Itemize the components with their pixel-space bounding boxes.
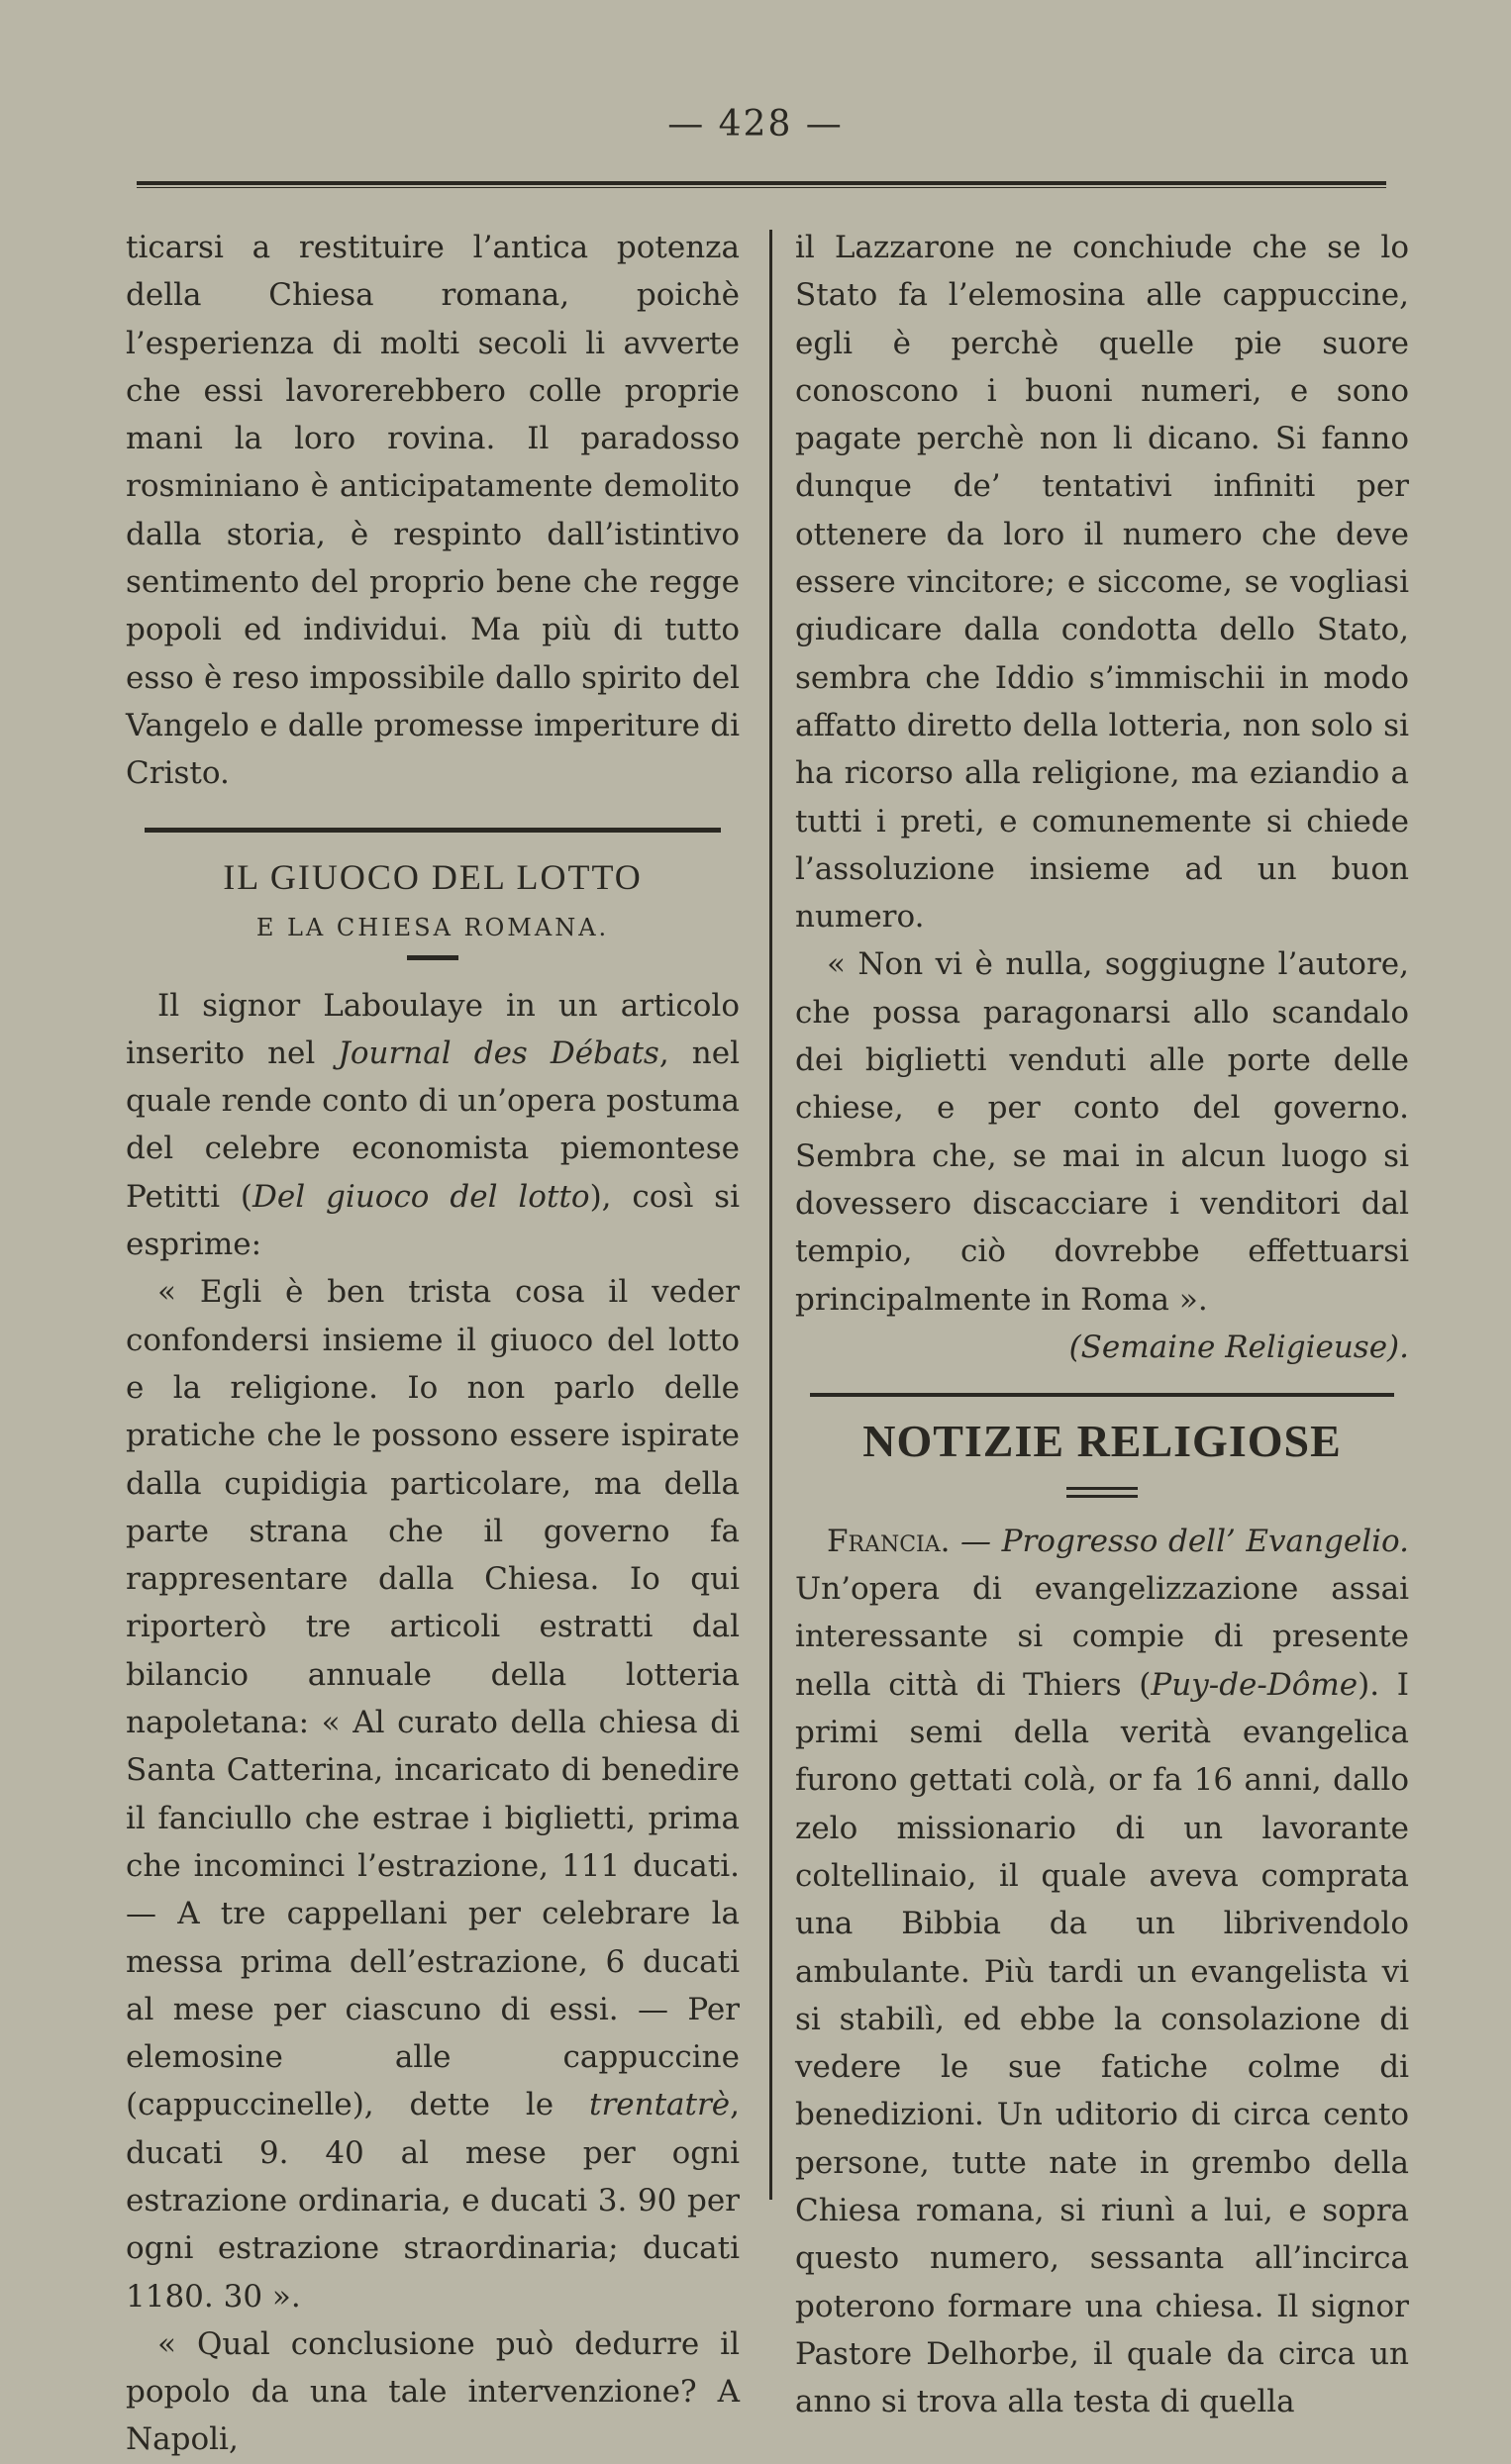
double-rule <box>1066 1487 1138 1498</box>
header-rule <box>137 181 1386 188</box>
news-title: — Progresso dell’ Evangelio. <box>950 1523 1409 1559</box>
column-divider <box>769 230 772 2200</box>
right-column <box>795 224 1409 2425</box>
journal-title: Journal des Débats <box>338 1035 659 1071</box>
section-rule <box>145 828 721 833</box>
paragraph: Francia. — Progresso dell’ Evangelio. Un’opera di evangelizzazione assai interessante si compie di presente nella città di Thiers (Puy-de-Dôme). I primi semi della verità evangelica furono gettati colà, or fa 16 anni, dallo zelo missionario di un lavorante coltellinaio, il quale aveva comprata una Bibbia da un librivendolo ambulante. Più tardi un evangelista vi si stabilì, ed ebbe la consolazione di vedere le sue fatiche colme di benedizioni. Un uditorio di circa cento persone, tutte nate in grembo della Chiesa romana, si riunì a lui, e sopra questo numero, sessanta all’incirca poterono formare una chiesa. Il signor Pastore Delhorbe, il quale da circa un anno si trova alla testa di quella <box>795 1523 1409 2420</box>
short-rule <box>407 955 458 960</box>
article-subtitle: E LA CHIESA ROMANA. <box>255 913 610 941</box>
section-heading: NOTIZIE RELIGIOSE <box>862 1415 1342 1466</box>
page-number: — 428 — <box>667 104 844 145</box>
paragraph: Il signor Laboulaye in un articolo inserito nel Journal des Débats, nel quale rende conto di un’opera postuma del celebre economista piemontese Petitti (Del giuoco del lotto), così si esprime: <box>126 987 741 1263</box>
country-label: Francia. <box>827 1523 951 1559</box>
section-rule <box>810 1393 1394 1397</box>
paragraph: « Qual conclusione può dedurre il popolo da una tale intervenzione? A Napoli, <box>126 2325 740 2458</box>
work-title: Del giuoco del lotto <box>252 1178 590 1215</box>
source-citation: (Semaine Religieuse). <box>1068 1329 1409 1365</box>
paragraph: ticarsi a restituire l’antica potenza della Chiesa romana, poichè l’esperienza di molti secoli li avverte che essi lavorerebbero colle proprie mani la loro rovina. Il paradosso rosminiano è anticipatamente demolito dalla storia, è respinto dall’istintivo sentimento del proprio bene che regge popoli ed individui. Ma più di tutto esso è reso impossibile dallo spirito del Vangelo e dalle promesse imperiture di Cristo. <box>126 230 740 792</box>
paragraph: il Lazzarone ne conchiude che se lo Stato fa l’elemosina alle cappuccine, egli è perchè quelle pie suore conoscono i buoni numeri, e sono pagate perchè non li dicano. Si fanno dunque de’ tentativi infiniti per ottenere da loro il numero che deve essere vincitore; e siccome, se vogliasi giudicare dalla condotta dello Stato, sembra che Iddio s’immischii in modo affatto diretto della lotteria, non solo si ha ricorso alla religione, ma eziandio a tutti i preti, e comunemente si chiede l’assoluzione insieme ad un buon numero. <box>795 230 1409 936</box>
article-title: IL GIUOCO DEL LOTTO <box>223 856 643 897</box>
paragraph: « Egli è ben trista cosa il veder confondersi insieme il giuoco del lotto e la religione. Io non parlo delle pratiche che le possono essere ispirate dalla cupidigia particolare, ma della parte strana che il governo fa rappresentare dalla Chiesa. Io qui riporterò tre articoli estratti dal bilancio annuale della lotteria napoletana: « Al curato della chiesa di Santa Catterina, incaricato di benedire il fanciullo che estrae i biglietti, prima che incominci l’estrazione, 111 ducati. — A tre cappellani per celebrare la messa prima dell’estrazione, 6 ducati al mese per ciascuno di essi. — Per elemosine alle cappuccine (cappuccinelle), dette le trentatrè, ducati 9. 40 al mese per ogni estrazione ordinaria, e ducati 3. 90 per ogni estrazione straordinaria; ducati 1180. 30 ». <box>126 1274 740 2315</box>
paragraph: « Non vi è nulla, soggiugne l’autore, che possa paragonarsi allo scandalo dei biglietti venduti alle porte delle chiese, e per conto del governo. Sembra che, se mai in alcun luogo si dovessero discacciare i venditori dal tempio, ciò dovrebbe effettuarsi principalmente in Roma ». <box>795 946 1409 1318</box>
left-column <box>126 224 740 2464</box>
